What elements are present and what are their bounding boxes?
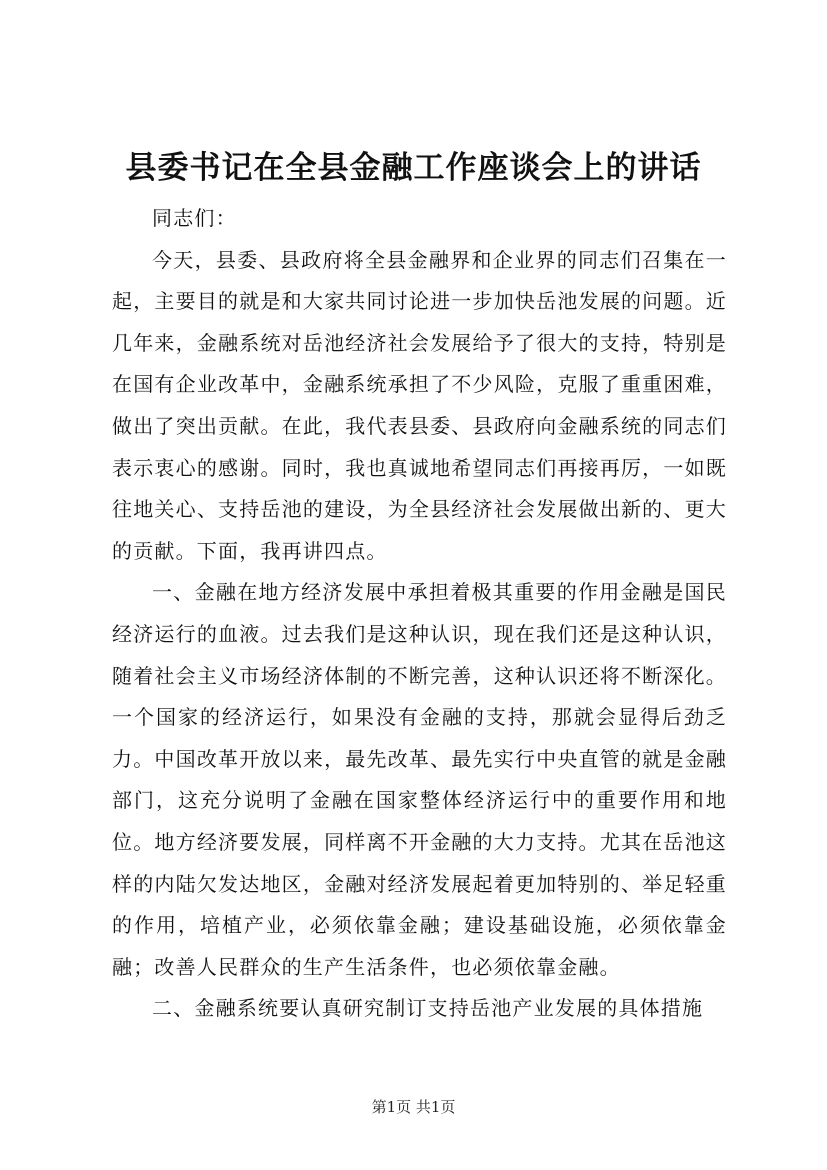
document-body <box>112 198 727 1030</box>
paragraph-intro: 今天，县委、县政府将全县金融界和企业界的同志们召集在一起，主要目的就是和大家共同讨论进一步加快岳池发展的问题。近几年来，金融系统对岳池经济社会发展给予了很大的支持，特别是在国有企业改革中，金融系统承担了不少风险，克服了重重困难，做出了突出贡献。在此，我代表县委、县政府向金融系统的同志们表示衷心的感谢。同时，我也真诚地希望同志们再接再厉，一如既往地关心、支持岳池的建设，为全县经济社会发展做出新的、更大的贡献。下面，我再讲四点。 <box>112 247 727 563</box>
paragraph-section-two-heading: 二、金融系统要认真研究制订支持岳池产业发展的具体措施 <box>152 996 704 1021</box>
salutation: 同志们： <box>152 206 237 230</box>
paragraph-section-one: 一、金融在地方经济发展中承担着极其重要的作用金融是国民经济运行的血液。过去我们是这种认识，现在我们还是这种认识，随着社会主义市场经济体制的不断完善，这种认识还将不断深化。一个国家的经济运行，如果没有金融的支持，那就会显得后劲乏力。中国改革开放以来，最先改革、最先实行中央直管的就是金融部门，这充分说明了金融在国家整体经济运行中的重要作用和地位。地方经济要发展，同样离不开金融的大力支持。尤其在岳池这样的内陆欠发达地区，金融对经济发展起着更加特别的、举足轻重的作用，培植产业，必须依靠金融；建设基础设施，必须依靠金融；改善人民群众的生产生活条件，也必须依靠金融。 <box>112 580 727 979</box>
page-number-footer: 第1页 共1页 <box>371 1098 456 1116</box>
document-title: 县委书记在全县金融工作座谈会上的讲话 <box>125 150 702 186</box>
